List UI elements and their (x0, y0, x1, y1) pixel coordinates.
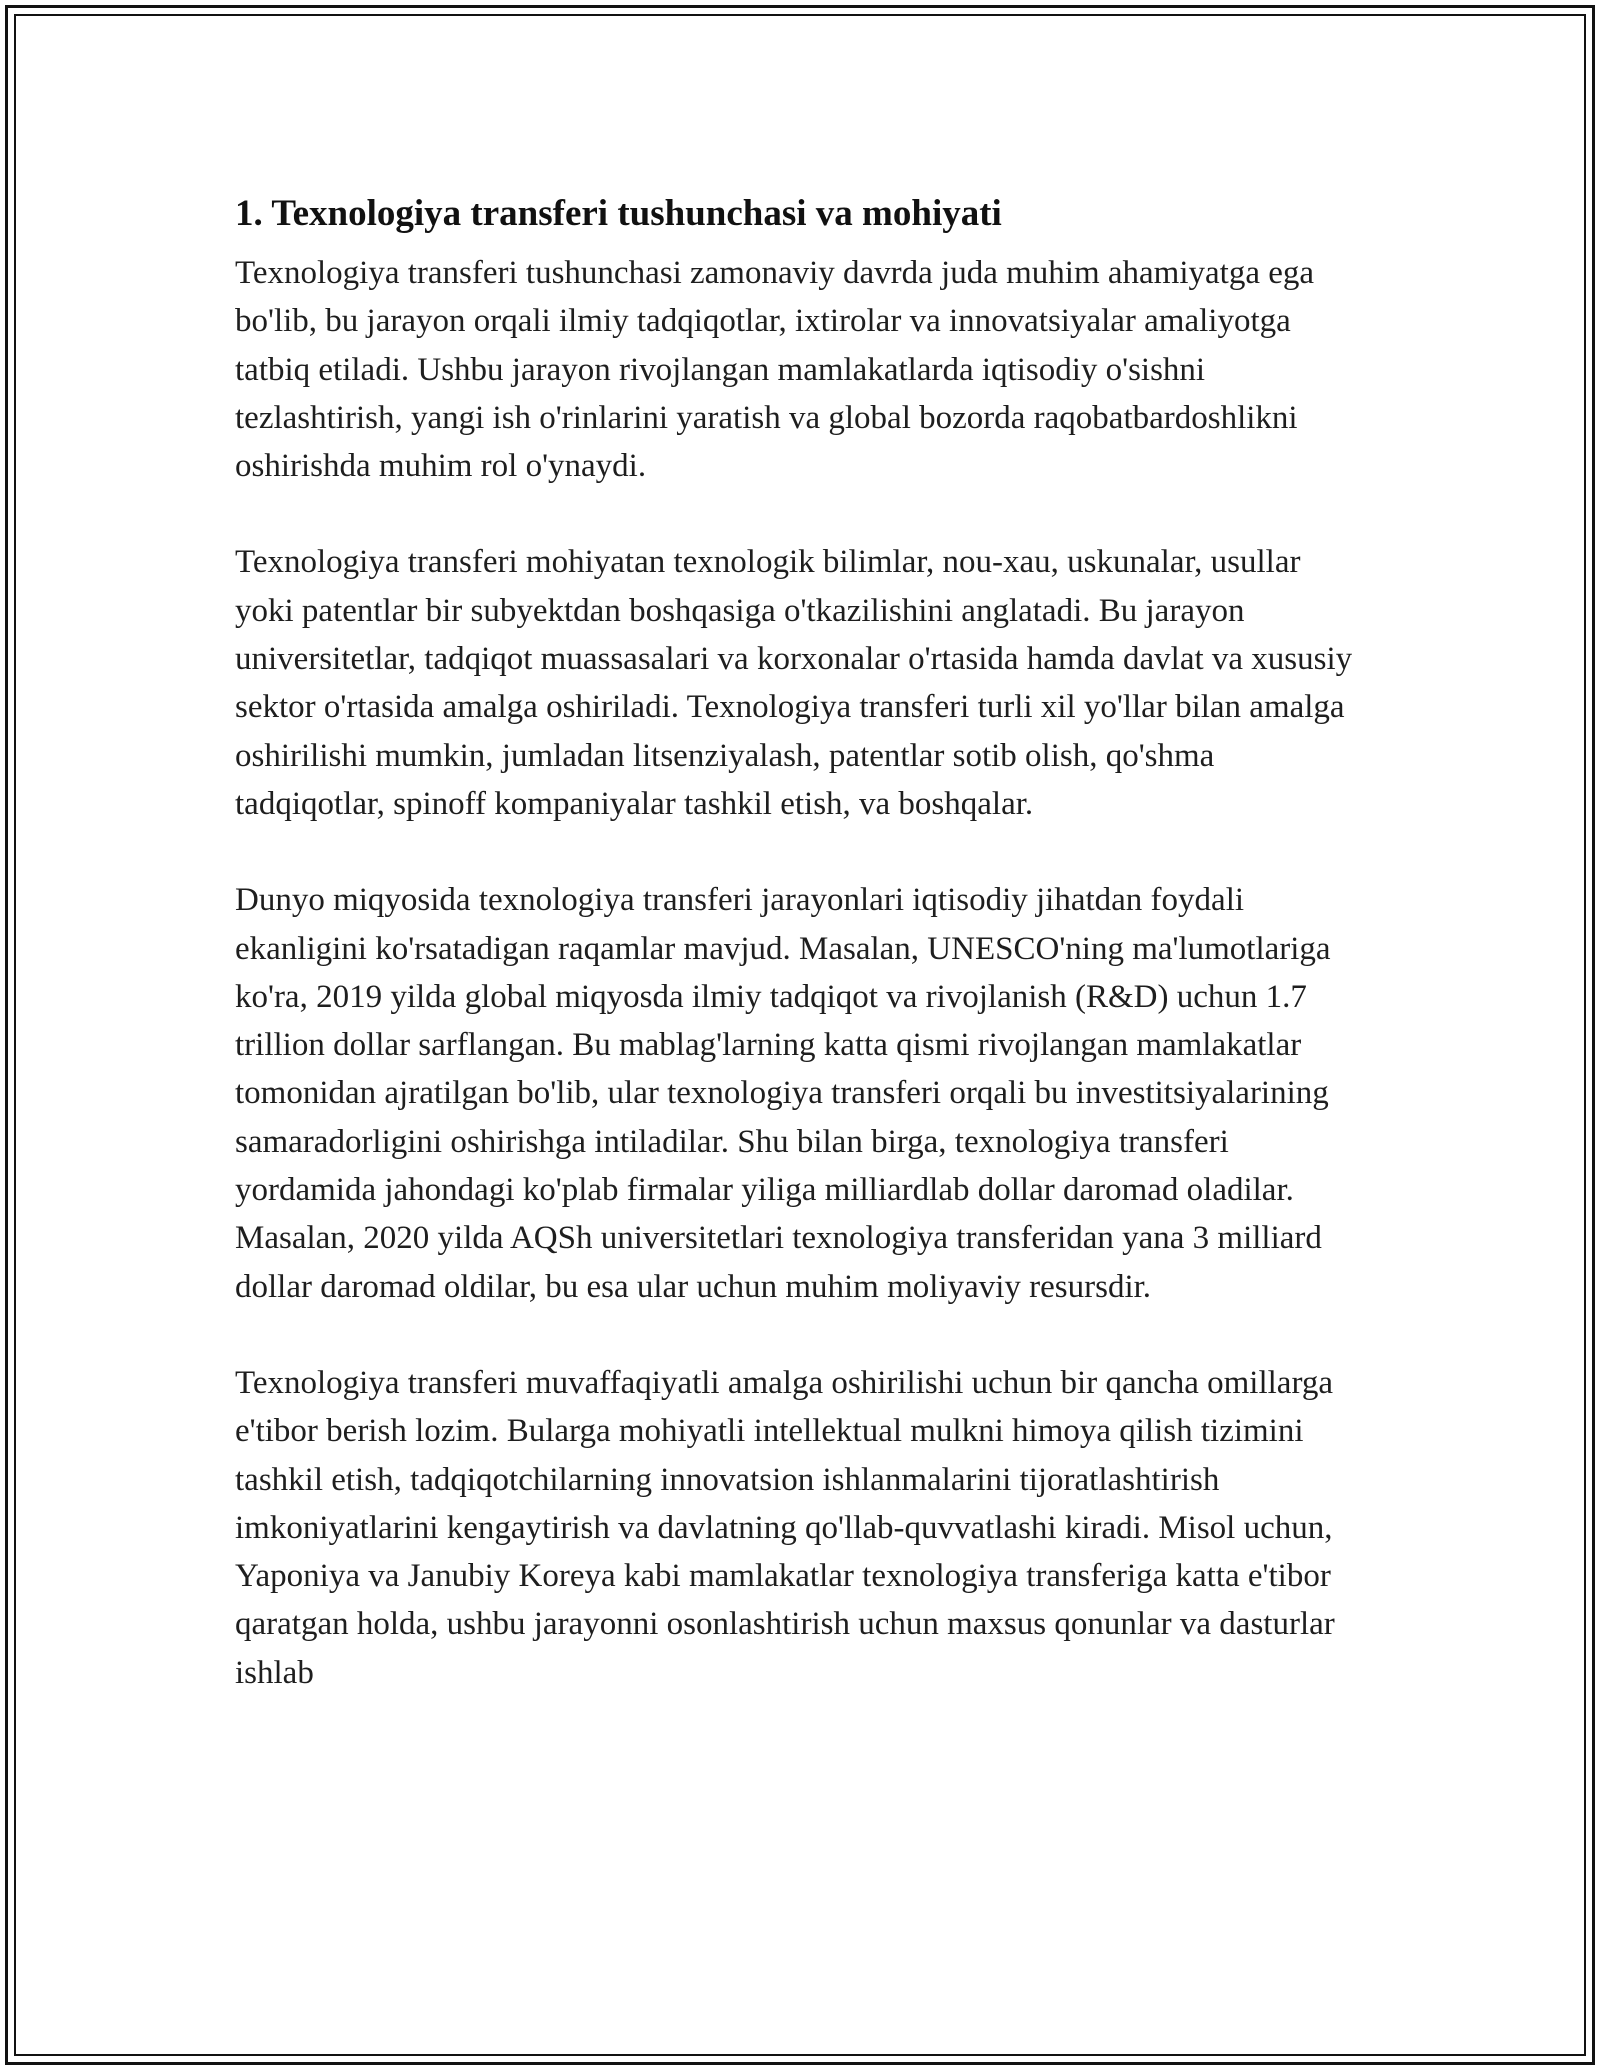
section-heading: 1. Texnologiya transferi tushunchasi va mohiyati (235, 193, 1002, 234)
paragraph-4: Texnologiya transferi muvaffaqiyatli amalga oshirilishi uchun bir qancha omillarga e'tibor berish lozim. Bularga mohiyatli intellektual mulkni himoya qilish tizimini tashkil etish, tadqiqotchilarning innovatsion ishlanmalarini tijoratlashtirish imkoniyatlarini kengaytirish va davlatning qo'llab-quvvatlashi kiradi. Misol uchun, Yaponiya va Janubiy Koreya kabi mamlakatlar texnologiya transferiga katta e'tibor qaratgan holda, ushbu jarayonni osonlashtirish uchun maxsus qonunlar va dasturlar ishlab (235, 1364, 1335, 1691)
document-body (235, 185, 1365, 1697)
paragraph-1: Texnologiya transferi tushunchasi zamonaviy davrda juda muhim ahamiyatga ega bo'lib, bu jarayon orqali ilmiy tadqiqotlar, ixtirolar va innovatsiyalar amaliyotga tatbiq etiladi. Ushbu jarayon rivojlangan mamlakatlarda iqtisodiy o'sishni tezlashtirish, yangi ish o'rinlarini yaratish va global bozorda raqobatbardoshlikni oshirishda muhim rol o'ynaydi. (235, 255, 1315, 485)
paragraph-3: Dunyo miqyosida texnologiya transferi jarayonlari iqtisodiy jihatdan foydali ekanligini ko'rsatadigan raqamlar mavjud. Masalan, UNESCO'ning ma'lumotlariga ko'ra, 2019 yilda global miqyosda ilmiy tadqiqot va rivojlanish (R&D) uchun 1.7 trillion dollar sarflangan. Bu mablag'larning katta qismi rivojlangan mamlakatlar tomonidan ajratilgan bo'lib, ular texnologiya transferi orqali bu investitsiyalarining samaradorligini oshirishga intiladilar. Shu bilan birga, texnologiya transferi yordamida jahondagi ko'plab firmalar yiliga milliardlab dollar daromad oladilar. Masalan, 2020 yilda AQSh universitetlari texnologiya transferidan yana 3 milliard dollar daromad oldilar, bu esa ular uchun muhim moliyaviy resursdir. (235, 882, 1331, 1305)
paragraph-2: Texnologiya transferi mohiyatan texnologik bilimlar, nou-xau, uskunalar, usullar yoki patentlar bir subyektdan boshqasiga o'tkazilishini anglatadi. Bu jarayon universitetlar, tadqiqot muassasalari va korxonalar o'rtasida hamda davlat va xususiy sektor o'rtasida amalga oshiriladi. Texnologiya transferi turli xil yo'llar bilan amalga oshirilishi mumkin, jumladan litsenziyalash, patentlar sotib olish, qo'shma tadqiqotlar, spinoff kompaniyalar tashkil etish, va boshqalar. (235, 544, 1353, 822)
